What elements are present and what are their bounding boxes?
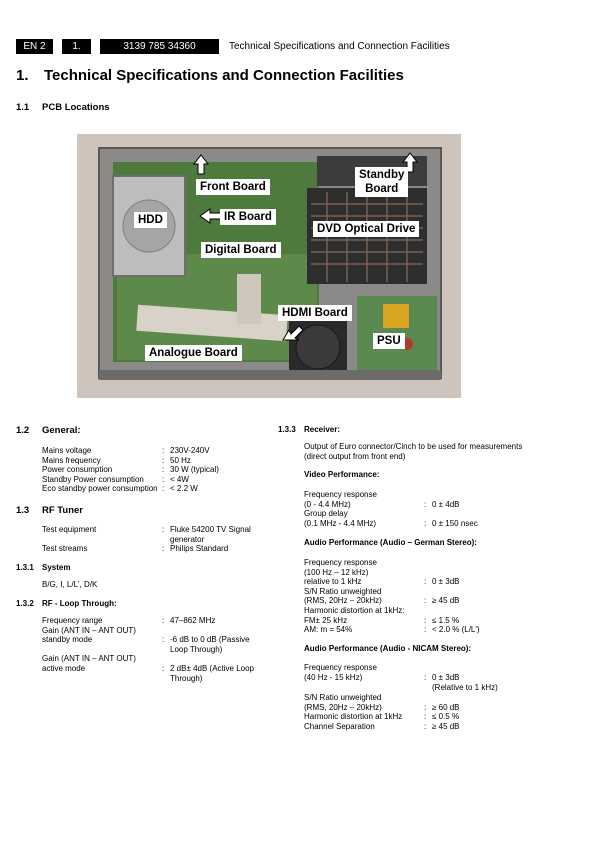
spec-label: AM: m = 54% [304,625,353,635]
spec-label: (RMS, 20Hz – 20kHz) [304,702,382,712]
spec-value: ≤ 1.5 % [432,615,460,625]
spec-label: (0.1 MHz - 4.4 MHz) [304,518,377,528]
spec-label: Mains voltage [42,446,92,455]
spec-value: < 4W [170,474,189,484]
test-streams-value: Philips Standard [170,544,229,553]
page-title: 1. Technical Specifications and Connection Facilities [16,67,404,84]
spec-colon: : [162,465,165,475]
spec-label: Standby Power consumption [42,474,144,484]
label-digital-board: Digital Board [201,242,281,258]
gain-standby-value-cont: Loop Through) [170,644,223,654]
frequency-range-value: 47–862 MHz [170,616,216,625]
spec-label: (0 - 4.4 MHz) [304,499,351,509]
video-performance-heading: Video Performance: [304,470,380,479]
spec-label: Power consumption [42,465,113,475]
spec-colon: : [424,518,427,528]
spec-colon: : [424,596,427,606]
spec-label: (100 Hz – 12 kHz) [304,567,369,577]
spec-colon: : [162,455,165,465]
spec-value: 0 ± 3dB [432,577,460,587]
spec-colon: : [424,672,427,682]
section-badge: 1. [62,39,91,54]
test-equipment-value: Fluke 54200 TV Signal [170,525,251,534]
label-front-board: Front Board [196,179,270,195]
spec-label: Eco standby power consumption [42,484,158,494]
spec-value: ≥ 45 dB [432,721,460,731]
gain-standby-label: Gain (ANT IN – ANT OUT) [42,625,136,635]
spec-colon: : [424,577,427,587]
spec-label: Harmonic distortion at 1kHz [304,712,403,722]
label-dvd-optical-drive: DVD Optical Drive [313,221,419,237]
spec-colon: : [162,484,165,494]
spec-label: relative to 1 kHz [304,577,362,587]
spec-value: < 2.2 W [170,484,198,494]
spec-value: 30 W (typical) [170,465,219,475]
spec-value: 0 ± 150 nsec [432,518,478,528]
label-hdd: HDD [134,212,167,228]
spec-label: (40 Hz - 15 kHz) [304,672,363,682]
test-streams-label: Test streams [42,544,88,553]
spec-colon: : [162,474,165,484]
spec-label: Frequency response [304,490,377,499]
spec-colon: : [424,615,427,625]
spec-label: S/N Ratio unweighted [304,586,382,596]
spec-colon: : [162,525,165,534]
receiver-intro-cont: (direct output from front end) [304,451,406,461]
audio-german-heading: Audio Performance (Audio – German Stereo): [304,538,477,547]
spec-value: 0 ± 3dB [432,672,460,682]
spec-label: Frequency response [304,663,377,672]
header-title: Technical Specifications and Connection Facilities [229,41,450,52]
spec-value: 50 Hz [170,455,191,465]
spec-label: FM± 25 kHz [304,615,348,625]
spec-value: 230V-240V [170,446,210,455]
spec-label: Mains frequency [42,455,101,465]
spec-colon: : [162,544,165,553]
doc-page-badge: EN 2 [16,39,53,54]
spec-value: ≥ 45 dB [432,596,460,606]
spec-label: Channel Separation [304,721,375,731]
gain-active-label: Gain (ANT IN – ANT OUT) [42,654,136,664]
spec-label: Group delay [304,509,348,519]
spec-colon: : [424,625,427,635]
gain-active-value-cont: Through) [170,673,203,683]
gain-standby-label-cont: standby mode [42,635,93,645]
spec-colon: : [424,712,427,722]
test-equipment-value-cont: generator [170,534,205,544]
receiver-intro: Output of Euro connector/Cinch to be used for measurements [304,442,523,451]
spec-label: Harmonic distortion at 1kHz: [304,606,405,615]
spec-colon: : [162,616,165,625]
label-ir-board: IR Board [220,209,276,225]
spec-colon: : [424,702,427,712]
gain-standby-value: -6 dB to 0 dB (Passive [170,635,250,645]
audio-nicam-heading: Audio Performance (Audio - NICAM Stereo): [304,644,472,653]
spec-colon: : [162,446,165,455]
spec-colon: : [162,664,165,673]
spec-colon: : [424,499,427,509]
spec-value: ≤ 0.5 % [432,712,460,722]
spec-label: Frequency response [304,558,377,567]
label-standby-board: Standby Board [355,167,408,197]
doc-code-badge: 3139 785 34360 [100,39,219,54]
spec-colon: : [424,721,427,731]
label-psu: PSU [373,333,405,349]
test-equipment-label: Test equipment [42,525,97,534]
label-analogue-board: Analogue Board [145,345,242,361]
spec-value: ≥ 60 dB [432,702,460,712]
spec-label: (RMS, 20Hz – 20kHz) [304,596,382,606]
gain-active-label-cont: active mode [42,664,86,673]
spec-label: S/N Ratio unweighted [304,693,382,702]
frequency-range-label: Frequency range [42,616,103,625]
spec-value-cont: (Relative to 1 kHz) [432,683,498,692]
label-hdmi-board: HDMI Board [278,305,352,321]
system-standards: B/G, I, L/L', D/K [42,580,98,589]
gain-active-value: 2 dB± 4dB (Active Loop [170,664,254,673]
spec-colon: : [162,635,165,645]
spec-value: < 2.0 % (L/L') [432,625,480,635]
spec-value: 0 ± 4dB [432,499,460,509]
